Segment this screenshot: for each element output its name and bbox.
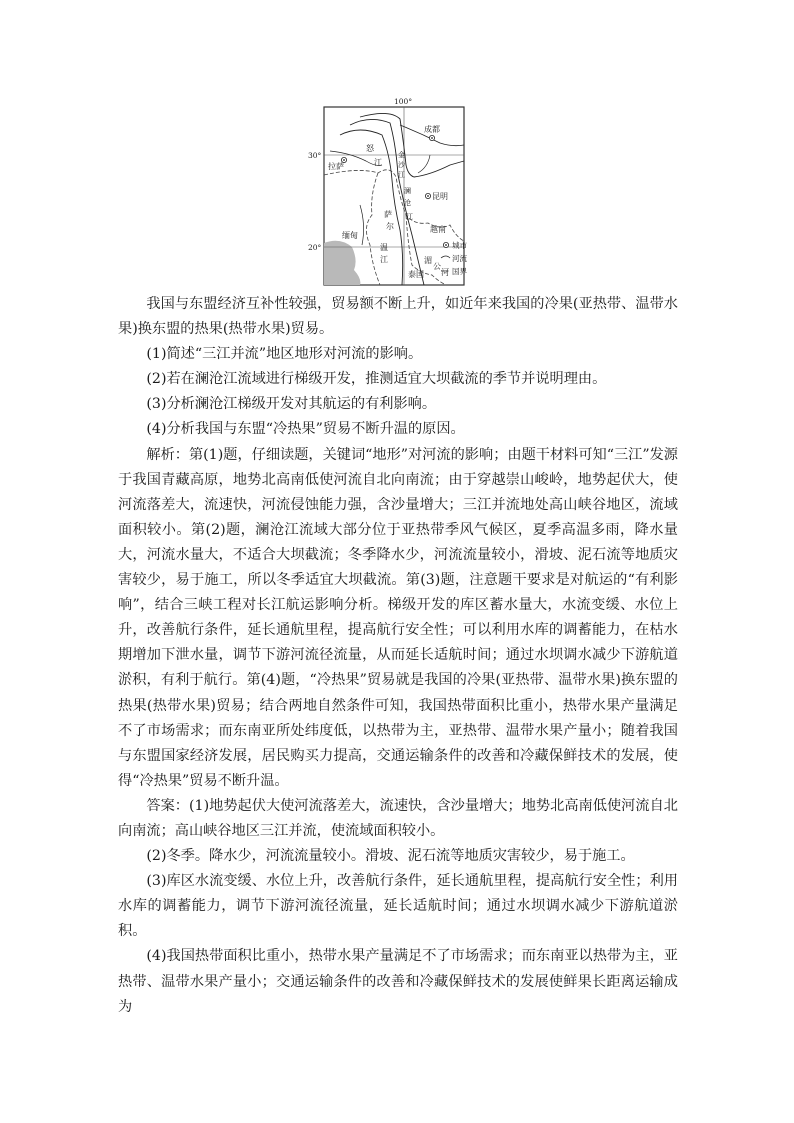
river-label-nu-2: 江 xyxy=(374,158,382,167)
question-3: (3)分析澜沧江梯级开发对其航运的有利影响。 xyxy=(146,396,437,413)
question-4: (4)分析我国与东盟“冷热果”贸易不断升温的原因。 xyxy=(146,421,465,438)
river-label-jin-1: 金 xyxy=(398,151,405,159)
country-label-yuenan: 越南 xyxy=(430,225,446,234)
city-marker-chengdu xyxy=(429,135,434,140)
river-label-nu-1: 怒 xyxy=(366,144,374,153)
river-label-wen-2: 江 xyxy=(380,255,388,264)
answer-2: (2)冬季。降水少，河流流量较小。滑坡、泥石流等地质灾害较少，易于施工。 xyxy=(146,848,635,865)
river-label-wen-1: 温 xyxy=(380,243,388,252)
river-label-jin-3: 江 xyxy=(398,171,405,179)
river-label-lan-3: 江 xyxy=(406,213,413,221)
river-label-jin-2: 沙 xyxy=(398,161,405,169)
river-label-mei-1: 湄 xyxy=(424,256,432,265)
city-label-chengdu: 成都 xyxy=(424,125,440,134)
country-label-miandian: 缅甸 xyxy=(342,231,358,240)
river-label-sa-1: 萨 xyxy=(384,210,392,219)
lat-30-label: 30° xyxy=(308,151,322,160)
document-body xyxy=(118,292,678,1020)
question-2: (2)若在澜沧江流域进行梯级开发，推测适宜大坝截流的季节并说明理由。 xyxy=(146,371,607,388)
river-label-mei-3: 河 xyxy=(441,268,449,277)
question-1: (1)简述“三江并流”地区地形对河流的影响。 xyxy=(146,346,423,363)
three-rivers-map xyxy=(300,95,490,290)
river-label-lan-1: 澜 xyxy=(404,187,411,195)
lat-20-label: 20° xyxy=(308,243,322,252)
legend-city-label: 城市 xyxy=(452,241,467,250)
answer-4: (4)我国热带面积比重小，热带水果产量满足不了市场需求；而东南亚以热带为主，亚热带、温带水果产量小；交通运输条件的改善和冷藏保鲜技术的发展使鲜果长距离运输成为 xyxy=(118,948,678,1015)
legend-river-label: 河流 xyxy=(452,254,467,263)
city-label-lasa: 拉萨 xyxy=(328,162,344,171)
city-marker-kunming xyxy=(425,193,430,198)
country-label-taiguo: 泰国 xyxy=(408,270,424,279)
lon-100-label: 100° xyxy=(394,97,413,106)
legend-border-label: 国界 xyxy=(452,267,467,276)
city-label-kunming: 昆明 xyxy=(432,192,448,201)
river-label-lan-2: 沧 xyxy=(404,199,411,207)
answer-1: 答案：(1)地势起伏大使河流落差大，流速快，含沙量增大；地势北高南低使河流自北向南流；高山峡谷地区三江并流，使流域面积较小。 xyxy=(118,797,678,839)
material-paragraph: 我国与东盟经济互补性较强，贸易额不断上升，如近年来我国的冷果(亚热带、温带水果)换东盟的热果(热带水果)贸易。 xyxy=(118,296,678,338)
answer-3: (3)库区水流变缓、水位上升，改善航行条件，延长通航里程，提高航行安全性；利用水库的调蓄能力，调节下游河流径流量，延长适航时间；通过水坝调水减少下游航道淤积。 xyxy=(118,873,678,940)
river-label-mei-2: 公 xyxy=(433,262,441,271)
analysis-paragraph: 解析：第(1)题，仔细读题，关键词“地形”对河流的影响；由题干材料可知“三江”发源于我国青藏高原，地势北高南低使河流自北向南流；由于穿越崇山峻岭，地势起伏大，使河流落差大，流速快，河流侵蚀能力强，含沙量增大；三江并流地处高山峡谷地区，流域面积较小。第(2)题，澜沧江流域大部分位于亚热带季风气候区，夏季高温多雨，降水量大，河流水量大，不适合大坝截流；冬季降水少，河流流量较小，滑坡、泥石流等地质灾害较少，易于施工，所以冬季适宜大坝截流。第(3)题，注意题干要求是对航运的“有利影响”，结合三峡工程对长江航运影响分析。梯级开发的库区蓄水量大，水流变缓、水位上升，改善航行条件，延长通航里程，提高航行安全性；可以利用水库的调蓄能力，在枯水期增加下泄水量，调节下游河流径流量，从而延长适航时间；通过水坝调水减少下游航道淤积，有利于航行。第(4)题，“冷热果”贸易就是我国的冷果(亚热带、温带水果)换东盟的热果(热带水果)贸易；结合两地自然条件可知，我国热带面积比重小，热带水果产量满足不了市场需求；而东南亚所处纬度低，以热带为主，亚热带、温带水果产量小；随着我国与东盟国家经济发展，居民购买力提高，交通运输条件的改善和冷藏保鲜技术的发展，使得“冷热果”贸易不断升温。 xyxy=(118,446,678,789)
river-label-sa-2: 尔 xyxy=(386,222,394,231)
